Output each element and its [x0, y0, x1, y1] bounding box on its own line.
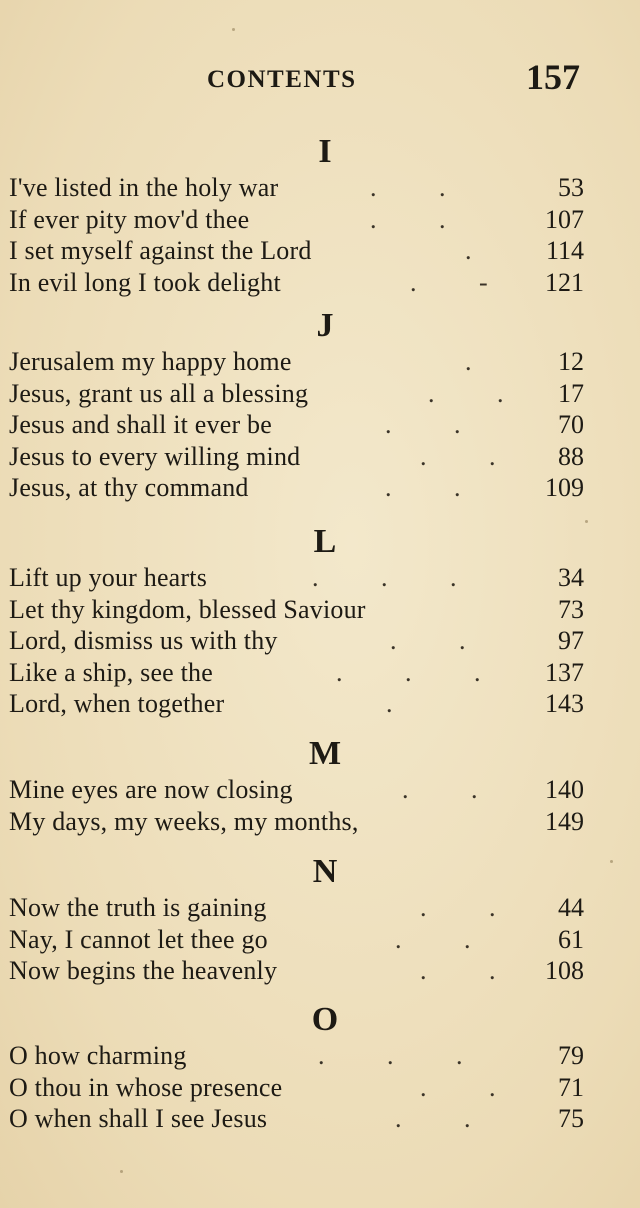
list-item [0, 378, 640, 410]
entry-page: 71 [558, 1072, 584, 1102]
section-letter: M [308, 735, 342, 772]
entry-title: I set myself against the Lord [9, 236, 312, 266]
section-i [0, 132, 640, 298]
section-letter: N [312, 853, 338, 890]
entry-title: Now the truth is gaining [9, 893, 267, 922]
leader-dots: . . [370, 173, 474, 202]
section-letter: O [311, 1001, 339, 1038]
paper-speck [610, 860, 613, 863]
list-item [0, 924, 640, 956]
running-head [0, 56, 640, 100]
entry-page: 34 [558, 563, 584, 592]
entry-page: 108 [545, 956, 584, 986]
page-number: 157 [526, 57, 580, 97]
list-item [0, 688, 640, 720]
entry-title: O thou in whose presence [9, 1072, 283, 1102]
entry-title: Mine eyes are now closing [9, 775, 293, 804]
list-item [0, 625, 640, 657]
leader-dots: . . [420, 1072, 524, 1102]
entry-page: 97 [558, 626, 584, 656]
entry-title: Like a ship, see the [9, 657, 213, 687]
entry-page: 70 [558, 410, 584, 440]
leader-dots: . . [420, 956, 524, 986]
entry-page: 88 [558, 441, 584, 471]
list-item [0, 806, 640, 838]
list-item [0, 267, 640, 299]
leader-dots: . . [370, 204, 474, 234]
list-item [0, 892, 640, 924]
list-item [0, 594, 640, 626]
paper-speck [120, 1170, 123, 1173]
list-item [0, 1103, 640, 1135]
list-item [0, 1072, 640, 1104]
section-letter: I [318, 133, 332, 170]
entry-title: Jesus, at thy command [9, 473, 249, 503]
leader-dots: . . [420, 441, 524, 471]
list-item [0, 472, 640, 504]
list-item [0, 172, 640, 204]
leader-dots: . [465, 347, 500, 376]
section-m [0, 734, 640, 837]
entry-title: If ever pity mov'd thee [9, 204, 250, 234]
list-item [0, 409, 640, 441]
list-item [0, 955, 640, 987]
list-item [0, 562, 640, 594]
list-item [0, 657, 640, 689]
entry-title: Lift up your hearts [9, 563, 208, 592]
section-l [0, 522, 640, 720]
list-item [0, 346, 640, 378]
entry-page: 17 [558, 378, 584, 408]
entry-page: 53 [558, 173, 584, 202]
entry-title: O when shall I see Jesus [9, 1104, 268, 1134]
leader-dots: . [465, 236, 500, 266]
entry-title: My days, my weeks, my months, [9, 806, 359, 836]
entry-title: Now begins the heavenly [9, 956, 278, 986]
leader-dots: . [386, 689, 421, 719]
leader-dots: . . . [312, 563, 485, 592]
entry-title: Jesus, grant us all a blessing [9, 378, 309, 408]
entry-title: Lord, dismiss us with thy [9, 626, 278, 656]
entry-page: 12 [558, 347, 584, 376]
entry-title: O how charming [9, 1041, 187, 1070]
list-item [0, 235, 640, 267]
leader-dots: . . [428, 378, 532, 408]
entry-page: 73 [558, 594, 584, 624]
entry-page: 114 [545, 236, 584, 266]
leader-dots: . . [402, 775, 506, 804]
entry-title: Nay, I cannot let thee go [9, 924, 268, 954]
leader-dots: . - [410, 267, 516, 297]
leader-dots: . . . [318, 1041, 491, 1070]
entry-page: 109 [545, 473, 584, 503]
leader-dots: . . [395, 1104, 499, 1134]
leader-dots: . . [390, 626, 494, 656]
entry-title: Jesus to every willing mind [9, 441, 301, 471]
entry-page: 75 [558, 1104, 584, 1134]
entry-title: I've listed in the holy war [9, 173, 279, 202]
leader-dots: . . [385, 473, 489, 503]
entry-title: Lord, when together [9, 689, 225, 719]
entry-title: In evil long I took delight [9, 267, 281, 297]
leader-dots: . . [385, 410, 489, 440]
entry-page: 137 [545, 657, 584, 687]
entry-page: 149 [545, 806, 584, 836]
list-item [0, 774, 640, 806]
paper-speck [585, 520, 588, 523]
section-letter: J [316, 307, 334, 344]
section-letter: L [313, 523, 337, 560]
entry-title: Jerusalem my happy home [9, 347, 292, 376]
leader-dots: . . . [336, 657, 509, 687]
section-n [0, 852, 640, 987]
list-item [0, 1040, 640, 1072]
entry-page: 107 [545, 204, 584, 234]
entry-page: 140 [545, 775, 584, 804]
entry-page: 121 [545, 267, 584, 297]
leader-dots: . . [395, 924, 499, 954]
list-item [0, 441, 640, 473]
paper-speck [232, 28, 235, 31]
entry-page: 61 [558, 924, 584, 954]
section-j [0, 306, 640, 504]
leader-dots: . . [420, 893, 524, 922]
running-title: CONTENTS [207, 66, 357, 93]
entry-page: 44 [558, 893, 584, 922]
section-o [0, 1000, 640, 1135]
entry-page: 79 [558, 1041, 584, 1070]
entry-title: Jesus and shall it ever be [9, 410, 272, 440]
entry-title: Let thy kingdom, blessed Saviour [9, 594, 366, 624]
list-item [0, 204, 640, 236]
entry-page: 143 [545, 689, 584, 719]
